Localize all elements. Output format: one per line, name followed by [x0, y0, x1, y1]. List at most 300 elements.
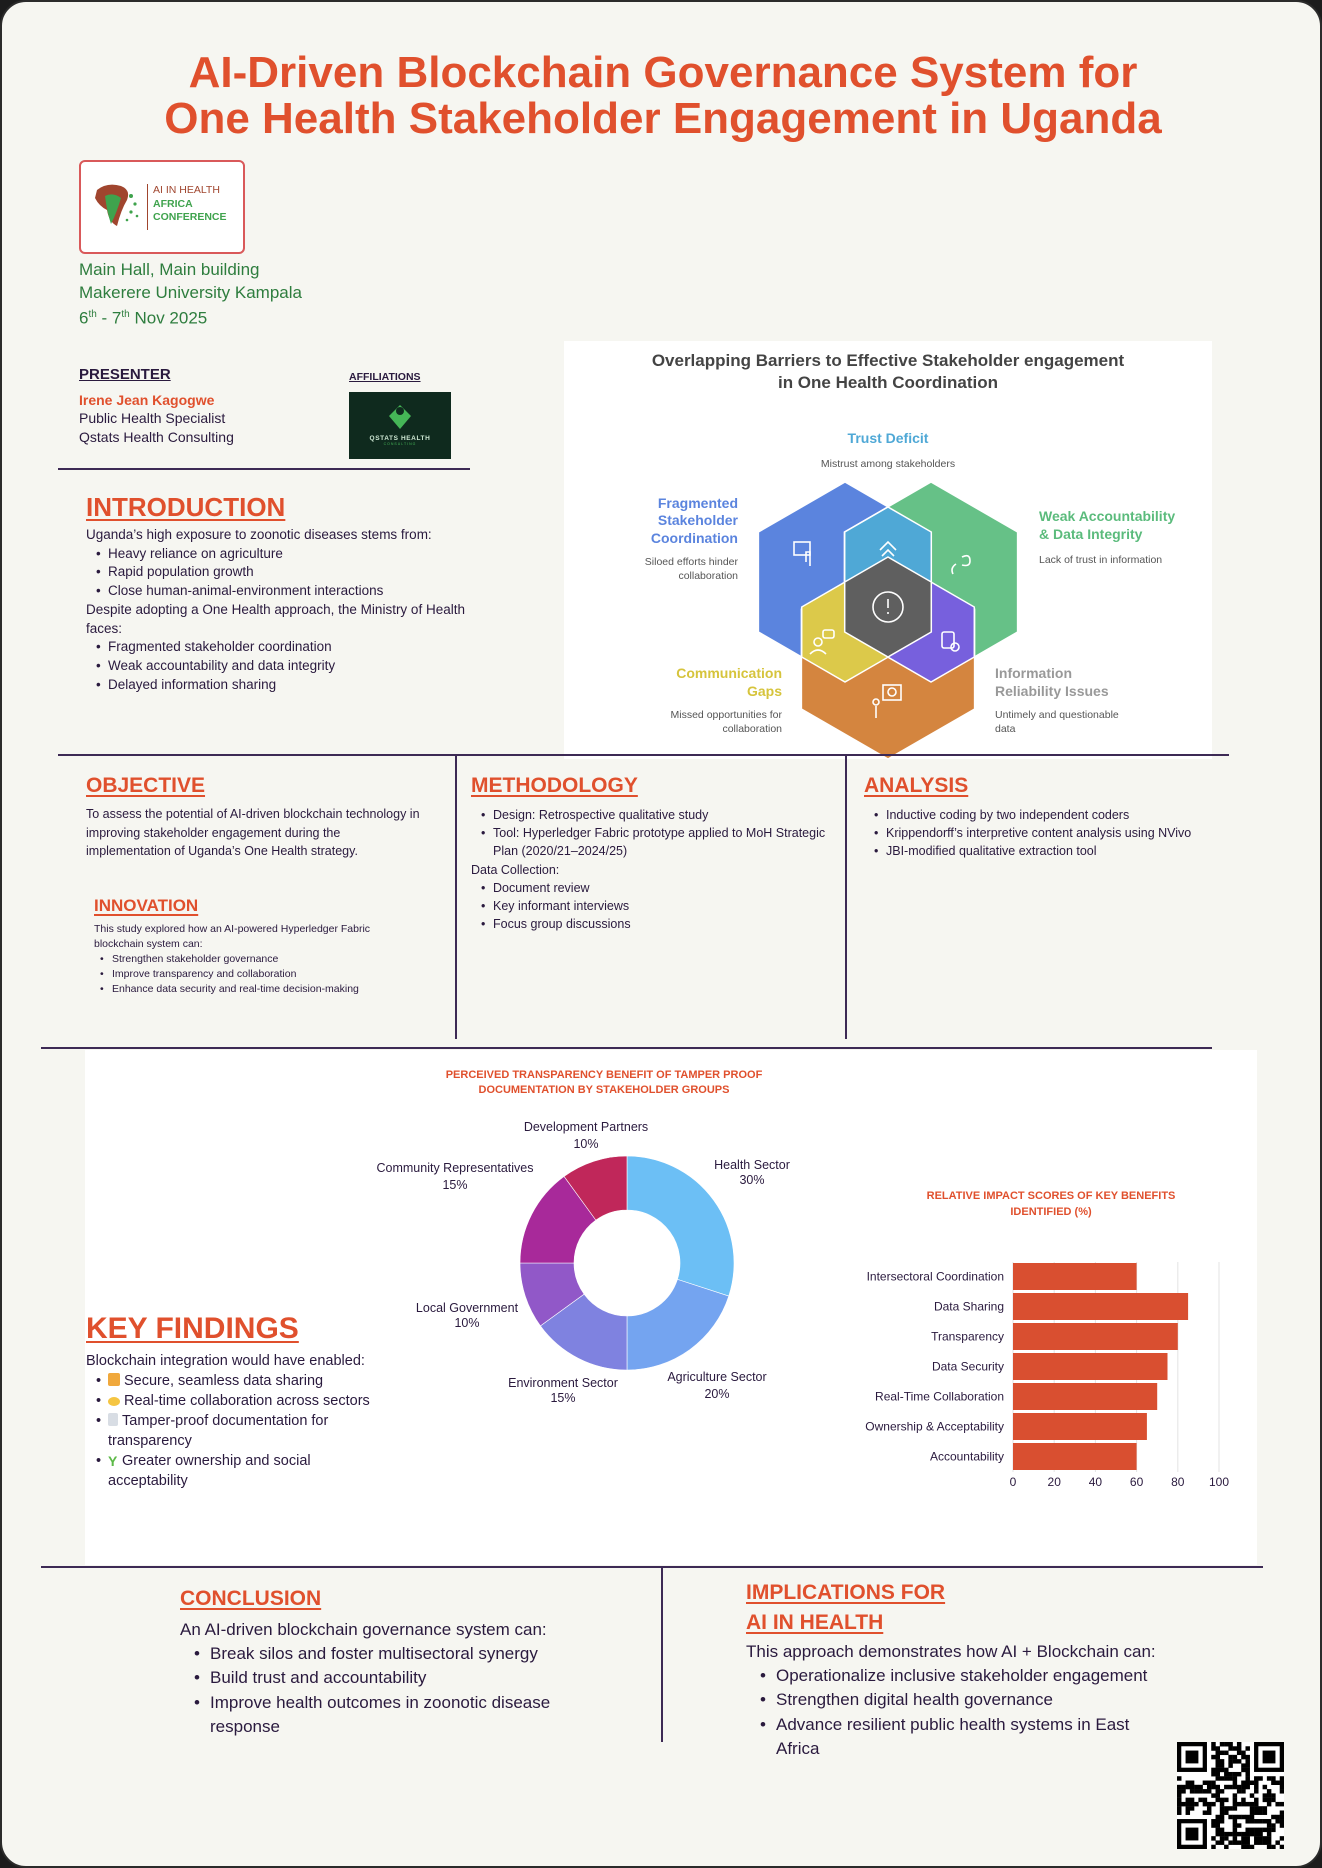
- qr-module: [1186, 1806, 1190, 1810]
- qr-module: [1194, 1802, 1198, 1806]
- qr-module: [1211, 1755, 1215, 1759]
- information-title-1: Information: [995, 665, 1072, 681]
- qr-module: [1216, 1785, 1220, 1789]
- affiliations-heading: AFFILIATIONS: [349, 371, 421, 383]
- qr-module: [1224, 1742, 1228, 1746]
- communication-title-1: Communication: [676, 665, 782, 681]
- qr-module: [1224, 1776, 1228, 1780]
- qr-module: [1254, 1836, 1258, 1840]
- qr-module: [1211, 1746, 1215, 1750]
- qr-module: [1228, 1785, 1232, 1789]
- qr-module: [1190, 1781, 1194, 1785]
- objective-text: To assess the potential of AI-driven blockchain technology in improving stakeholder engagement during the implementation of Uganda’s One Health strategy.: [86, 807, 420, 858]
- qr-finder-core: [1186, 1751, 1199, 1764]
- qr-module: [1233, 1802, 1237, 1806]
- qr-module: [1177, 1810, 1181, 1814]
- qr-finder-core: [1186, 1828, 1199, 1841]
- qr-module: [1181, 1785, 1185, 1789]
- date-day1: 6: [79, 308, 89, 328]
- qr-module: [1245, 1819, 1249, 1823]
- qr-module: [1216, 1828, 1220, 1832]
- qr-module: [1224, 1836, 1228, 1840]
- barriers-title-2: in One Health Coordination: [777, 373, 999, 392]
- qr-module: [1224, 1810, 1228, 1814]
- qr-module: [1258, 1806, 1262, 1810]
- qr-module: [1211, 1793, 1215, 1797]
- qr-module: [1233, 1785, 1237, 1789]
- qr-module: [1220, 1836, 1224, 1840]
- qr-module: [1263, 1819, 1267, 1823]
- objective-heading: OBJECTIVE: [86, 774, 206, 797]
- qr-module: [1267, 1823, 1271, 1827]
- qr-module: [1258, 1832, 1262, 1836]
- implications-heading-1: IMPLICATIONS FOR: [746, 1581, 946, 1604]
- qr-module: [1220, 1763, 1224, 1767]
- divider: [41, 1566, 1263, 1568]
- qr-module: [1233, 1840, 1237, 1844]
- list-item: • Strengthen digital health governance: [758, 1688, 1166, 1712]
- qr-module: [1207, 1789, 1211, 1793]
- x-tick-label: 0: [1009, 1475, 1017, 1489]
- analysis-heading: ANALYSIS: [864, 774, 969, 797]
- qr-module: [1250, 1793, 1254, 1797]
- qr-module: [1216, 1772, 1220, 1776]
- qr-module: [1237, 1772, 1241, 1776]
- qr-module: [1233, 1781, 1237, 1785]
- information-title-2: Reliability Issues: [995, 683, 1109, 699]
- qr-module: [1250, 1819, 1254, 1823]
- qr-module: [1207, 1806, 1211, 1810]
- qr-module: [1271, 1781, 1275, 1785]
- finding-text: Greater ownership and social acceptability: [108, 1453, 311, 1489]
- qr-module: [1263, 1793, 1267, 1797]
- qr-module: [1267, 1802, 1271, 1806]
- qr-module: [1241, 1763, 1245, 1767]
- finding-text: Tamper-proof documentation for transparency: [108, 1413, 329, 1449]
- qr-module: [1258, 1810, 1262, 1814]
- logo-line-3: CONFERENCE: [153, 211, 227, 223]
- bar: [1013, 1293, 1188, 1320]
- qr-module: [1271, 1798, 1275, 1802]
- qr-module: [1224, 1806, 1228, 1810]
- qr-module: [1198, 1798, 1202, 1802]
- bar: [1013, 1263, 1137, 1290]
- qr-module: [1177, 1793, 1181, 1797]
- qr-module: [1198, 1785, 1202, 1789]
- bar: [1013, 1443, 1137, 1470]
- qr-module: [1254, 1802, 1258, 1806]
- qr-module: [1181, 1802, 1185, 1806]
- qr-module: [1241, 1781, 1245, 1785]
- qr-module: [1245, 1836, 1249, 1840]
- qr-module: [1241, 1768, 1245, 1772]
- qr-module: [1275, 1840, 1279, 1844]
- qr-module: [1245, 1746, 1249, 1750]
- bar-chart: [865, 1190, 1229, 1489]
- qr-module: [1207, 1781, 1211, 1785]
- qr-module: [1220, 1819, 1224, 1823]
- qr-module: [1280, 1810, 1284, 1814]
- introduction-lead-2: Despite adopting a One Health approach, the Ministry of Health faces:: [86, 601, 465, 636]
- qr-module: [1245, 1840, 1249, 1844]
- qr-module: [1280, 1789, 1284, 1793]
- slice-label: Environment Sector: [508, 1376, 618, 1390]
- qr-module: [1241, 1751, 1245, 1755]
- list-item: • Focus group discussions: [479, 915, 831, 933]
- list-item: • Delayed information sharing: [94, 676, 496, 695]
- qr-module: [1224, 1832, 1228, 1836]
- x-tick-label: 20: [1047, 1475, 1061, 1489]
- qr-module: [1198, 1789, 1202, 1793]
- qr-module: [1228, 1815, 1232, 1819]
- slice-value-label: 10%: [454, 1316, 480, 1330]
- qr-module: [1216, 1819, 1220, 1823]
- list-item: • Design: Retrospective qualitative study: [479, 806, 831, 824]
- list-item: • Improve transparency and collaboration: [98, 967, 374, 982]
- qr-module: [1254, 1840, 1258, 1844]
- qr-module: [1220, 1751, 1224, 1755]
- qr-module: [1258, 1776, 1262, 1780]
- qr-module: [1203, 1810, 1207, 1814]
- fragmented-desc-2: collaboration: [678, 570, 738, 582]
- qr-module: [1211, 1819, 1215, 1823]
- qr-module: [1275, 1781, 1279, 1785]
- qr-module: [1237, 1746, 1241, 1750]
- date-day1-suffix: th: [88, 309, 97, 320]
- y-category-label: Ownership & Acceptability: [865, 1419, 1004, 1434]
- slice-label: Development Partners: [523, 1120, 649, 1134]
- trust-deficit-title: Trust Deficit: [847, 430, 929, 446]
- presenter-heading: PRESENTER: [79, 366, 171, 383]
- qr-module: [1220, 1759, 1224, 1763]
- qr-module: [1267, 1819, 1271, 1823]
- list-item: • Enhance data security and real-time decision-making: [98, 982, 374, 997]
- fragmented-title-1: Fragmented: [657, 495, 738, 511]
- qr-module: [1216, 1755, 1220, 1759]
- qr-module: [1233, 1759, 1237, 1763]
- introduction-heading: INTRODUCTION: [86, 492, 286, 522]
- list-item: • JBI-modified qualitative extraction tool: [872, 842, 1209, 860]
- qr-module: [1241, 1789, 1245, 1793]
- qr-module: [1263, 1836, 1267, 1840]
- date-sep: -: [96, 308, 112, 328]
- finding-text: Secure, seamless data sharing: [124, 1373, 324, 1389]
- qr-module: [1241, 1798, 1245, 1802]
- donut-slice: [627, 1279, 729, 1370]
- qr-module: [1177, 1789, 1181, 1793]
- date-day2: 7: [111, 308, 122, 328]
- slice-value-label: 30%: [739, 1173, 765, 1187]
- presenter-name: Irene Jean Kagogwe: [79, 391, 215, 408]
- qr-module: [1220, 1742, 1224, 1746]
- qr-module: [1245, 1815, 1249, 1819]
- qr-module: [1177, 1776, 1181, 1780]
- weak-accountability-title-2: & Data Integrity: [1039, 526, 1143, 542]
- implications-list: [746, 1664, 1166, 1761]
- qr-module: [1271, 1823, 1275, 1827]
- list-item: • Close human-animal-environment interactions: [94, 582, 496, 601]
- qr-module: [1267, 1845, 1271, 1849]
- qr-module: [1275, 1815, 1279, 1819]
- qr-module: [1245, 1832, 1249, 1836]
- qr-module: [1216, 1832, 1220, 1836]
- qr-module: [1254, 1832, 1258, 1836]
- qr-module: [1241, 1785, 1245, 1789]
- qstats-logo-sub: CONSULTING: [383, 442, 417, 446]
- qr-module: [1250, 1810, 1254, 1814]
- communication-desc-1: Missed opportunities for: [670, 709, 782, 721]
- qr-module: [1258, 1836, 1262, 1840]
- bar: [1013, 1323, 1178, 1350]
- qr-module: [1280, 1845, 1284, 1849]
- qr-module: [1220, 1802, 1224, 1806]
- qr-module: [1220, 1815, 1224, 1819]
- qr-module: [1237, 1759, 1241, 1763]
- data-collection-label: Data Collection:: [471, 862, 560, 877]
- qr-module: [1211, 1802, 1215, 1806]
- qr-module: [1220, 1828, 1224, 1832]
- qr-module: [1241, 1815, 1245, 1819]
- x-tick-label: 80: [1171, 1475, 1185, 1489]
- qr-module: [1263, 1806, 1267, 1810]
- qr-module: [1228, 1776, 1232, 1780]
- qr-module: [1271, 1828, 1275, 1832]
- qr-module: [1186, 1785, 1190, 1789]
- information-desc-1: Untimely and questionable: [995, 709, 1119, 721]
- qr-finder-core: [1263, 1751, 1276, 1764]
- conclusion-list: [180, 1642, 560, 1739]
- qr-module: [1228, 1806, 1232, 1810]
- y-category-label: Data Sharing: [933, 1299, 1004, 1314]
- qr-module: [1280, 1802, 1284, 1806]
- qr-module: [1203, 1781, 1207, 1785]
- qr-module: [1190, 1798, 1194, 1802]
- presenter-role: Public Health Specialist: [79, 410, 226, 427]
- qr-module: [1207, 1785, 1211, 1789]
- qr-module: [1203, 1802, 1207, 1806]
- implications-section: [746, 1578, 1176, 1761]
- qr-module: [1228, 1772, 1232, 1776]
- qr-module: [1250, 1845, 1254, 1849]
- qr-module: [1224, 1845, 1228, 1849]
- qr-module: [1250, 1832, 1254, 1836]
- qr-module: [1275, 1802, 1279, 1806]
- qr-module: [1233, 1815, 1237, 1819]
- qr-module: [1216, 1768, 1220, 1772]
- list-item: • Strengthen stakeholder governance: [98, 952, 374, 967]
- qr-module: [1280, 1819, 1284, 1823]
- slice-label: Local Government: [415, 1301, 519, 1315]
- qr-module: [1267, 1832, 1271, 1836]
- qr-module: [1254, 1776, 1258, 1780]
- qr-module: [1220, 1798, 1224, 1802]
- qr-module: [1224, 1785, 1228, 1789]
- qr-module: [1254, 1781, 1258, 1785]
- qr-module: [1233, 1806, 1237, 1810]
- finding-text: Real-time collaboration across sectors: [124, 1393, 370, 1409]
- list-item: • Tool: Hyperledger Fabric prototype applied to MoH Strategic Plan (2020/21–2024/25): [479, 824, 831, 860]
- qr-module: [1254, 1789, 1258, 1793]
- qr-module: [1177, 1806, 1181, 1810]
- qr-module: [1216, 1746, 1220, 1750]
- information-desc-2: data: [995, 723, 1016, 735]
- qr-module: [1280, 1815, 1284, 1819]
- x-tick-label: 100: [1208, 1475, 1230, 1489]
- weak-accountability-title-1: Weak Accountability: [1039, 508, 1176, 524]
- qr-module: [1241, 1832, 1245, 1836]
- qr-module: [1186, 1810, 1190, 1814]
- qr-module: [1258, 1819, 1262, 1823]
- list-item: • Document review: [479, 879, 831, 897]
- y-category-label: Data Security: [931, 1359, 1004, 1374]
- qr-module: [1237, 1802, 1241, 1806]
- qr-module: [1228, 1742, 1232, 1746]
- introduction-lead: Uganda’s high exposure to zoonotic diseases stems from:: [86, 527, 432, 542]
- qr-module: [1254, 1819, 1258, 1823]
- y-category-label: Intersectoral Coordination: [866, 1269, 1004, 1284]
- qr-module: [1271, 1776, 1275, 1780]
- qr-module: [1190, 1806, 1194, 1810]
- qr-module: [1216, 1798, 1220, 1802]
- list-item: • Fragmented stakeholder coordination: [94, 638, 496, 657]
- qr-module: [1245, 1772, 1249, 1776]
- qr-module: [1186, 1781, 1190, 1785]
- qr-module: [1280, 1781, 1284, 1785]
- qr-module: [1245, 1828, 1249, 1832]
- qr-module: [1258, 1840, 1262, 1844]
- qr-module: [1211, 1785, 1215, 1789]
- qr-module: [1263, 1785, 1267, 1789]
- qr-module: [1267, 1836, 1271, 1840]
- qr-module: [1271, 1793, 1275, 1797]
- list-item: • Build trust and accountability: [192, 1666, 560, 1690]
- qr-module: [1224, 1751, 1228, 1755]
- qr-module: [1216, 1751, 1220, 1755]
- qr-module: [1250, 1781, 1254, 1785]
- presenter-org: Qstats Health Consulting: [79, 429, 234, 446]
- slice-value-label: 10%: [573, 1137, 599, 1151]
- qr-module: [1233, 1746, 1237, 1750]
- qr-module: [1220, 1776, 1224, 1780]
- donut-slice: [627, 1156, 734, 1296]
- qr-module: [1194, 1785, 1198, 1789]
- qr-module: [1245, 1785, 1249, 1789]
- communication-title-2: Gaps: [746, 683, 782, 699]
- qr-module: [1203, 1798, 1207, 1802]
- qr-module: [1233, 1819, 1237, 1823]
- slice-value-label: 15%: [550, 1391, 576, 1405]
- qr-module: [1237, 1840, 1241, 1844]
- qr-module: [1241, 1845, 1245, 1849]
- qr-module: [1263, 1810, 1267, 1814]
- qr-module: [1267, 1789, 1271, 1793]
- qr-module: [1211, 1772, 1215, 1776]
- x-tick-label: 40: [1088, 1475, 1103, 1489]
- qr-module: [1271, 1845, 1275, 1849]
- qr-module: [1263, 1840, 1267, 1844]
- column-divider: [661, 1568, 663, 1742]
- qr-module: [1237, 1785, 1241, 1789]
- qr-module: [1224, 1768, 1228, 1772]
- qr-module: [1228, 1832, 1232, 1836]
- title-line-1: AI-Driven Blockchain Governance System for: [188, 48, 1138, 97]
- key-findings-lead: Blockchain integration would have enabled:: [86, 1353, 365, 1369]
- qr-module: [1228, 1755, 1232, 1759]
- y-category-label: Real-Time Collaboration: [875, 1389, 1004, 1404]
- qr-module: [1194, 1789, 1198, 1793]
- qr-module: [1245, 1755, 1249, 1759]
- logo-line-1: AI IN HEALTH: [153, 184, 220, 196]
- qr-module: [1233, 1828, 1237, 1832]
- qr-module: [1220, 1806, 1224, 1810]
- qr-module: [1275, 1819, 1279, 1823]
- qr-module: [1250, 1806, 1254, 1810]
- qr-module: [1190, 1785, 1194, 1789]
- list-item: • Advance resilient public health systems in East Africa: [758, 1713, 1166, 1761]
- bar: [1013, 1353, 1168, 1380]
- venue-university: Makerere University Kampala: [79, 282, 302, 302]
- qr-module: [1271, 1815, 1275, 1819]
- qr-module: [1233, 1755, 1237, 1759]
- qr-module: [1177, 1798, 1181, 1802]
- donut-chart: [376, 1069, 789, 1405]
- qr-module: [1233, 1772, 1237, 1776]
- qr-module: [1245, 1759, 1249, 1763]
- qr-module: [1237, 1815, 1241, 1819]
- qr-module: [1241, 1802, 1245, 1806]
- slice-value-label: 20%: [704, 1387, 730, 1401]
- qr-module: [1207, 1802, 1211, 1806]
- qr-module: [1216, 1759, 1220, 1763]
- communication-desc-2: collaboration: [722, 723, 782, 735]
- qr-module: [1237, 1789, 1241, 1793]
- implications-heading-2: AI IN HEALTH: [746, 1611, 884, 1634]
- y-category-label: Accountability: [929, 1449, 1004, 1464]
- qr-module: [1237, 1823, 1241, 1827]
- list-item: • Inductive coding by two independent coders: [872, 806, 1209, 824]
- bar-title-2: IDENTIFIED (%): [1010, 1206, 1092, 1218]
- qr-module: [1211, 1768, 1215, 1772]
- qr-code[interactable]: [1177, 1742, 1284, 1849]
- qr-module: [1220, 1768, 1224, 1772]
- qr-module: [1254, 1798, 1258, 1802]
- qr-module: [1216, 1815, 1220, 1819]
- slice-value-label: 15%: [442, 1178, 468, 1192]
- qr-module: [1245, 1763, 1249, 1767]
- qr-module: [1211, 1781, 1215, 1785]
- qr-module: [1250, 1802, 1254, 1806]
- qr-module: [1233, 1776, 1237, 1780]
- qr-module: [1220, 1832, 1224, 1836]
- x-tick-label: 60: [1129, 1475, 1144, 1489]
- qr-module: [1245, 1768, 1249, 1772]
- qr-module: [1228, 1763, 1232, 1767]
- qr-module: [1228, 1759, 1232, 1763]
- donut-title-2: DOCUMENTATION BY STAKEHOLDER GROUPS: [478, 1084, 730, 1096]
- barriers-title-1: Overlapping Barriers to Effective Stakeholder engagement: [651, 351, 1125, 370]
- qr-module: [1254, 1828, 1258, 1832]
- list-item: • Krippendorff’s interpretive content analysis using NVivo: [872, 824, 1209, 842]
- bar-title-1: RELATIVE IMPACT SCORES OF KEY BENEFITS: [926, 1190, 1176, 1202]
- weak-accountability-desc: Lack of trust in information: [1039, 554, 1163, 566]
- qr-module: [1237, 1742, 1241, 1746]
- conclusion-heading: CONCLUSION: [180, 1587, 322, 1610]
- implications-lead: This approach demonstrates how AI + Blockchain can:: [746, 1642, 1156, 1661]
- qr-module: [1216, 1823, 1220, 1827]
- qr-module: [1237, 1751, 1241, 1755]
- list-item: • Break silos and foster multisectoral synergy: [192, 1642, 560, 1666]
- qstats-logo-text: QSTATS HEALTH: [369, 435, 431, 442]
